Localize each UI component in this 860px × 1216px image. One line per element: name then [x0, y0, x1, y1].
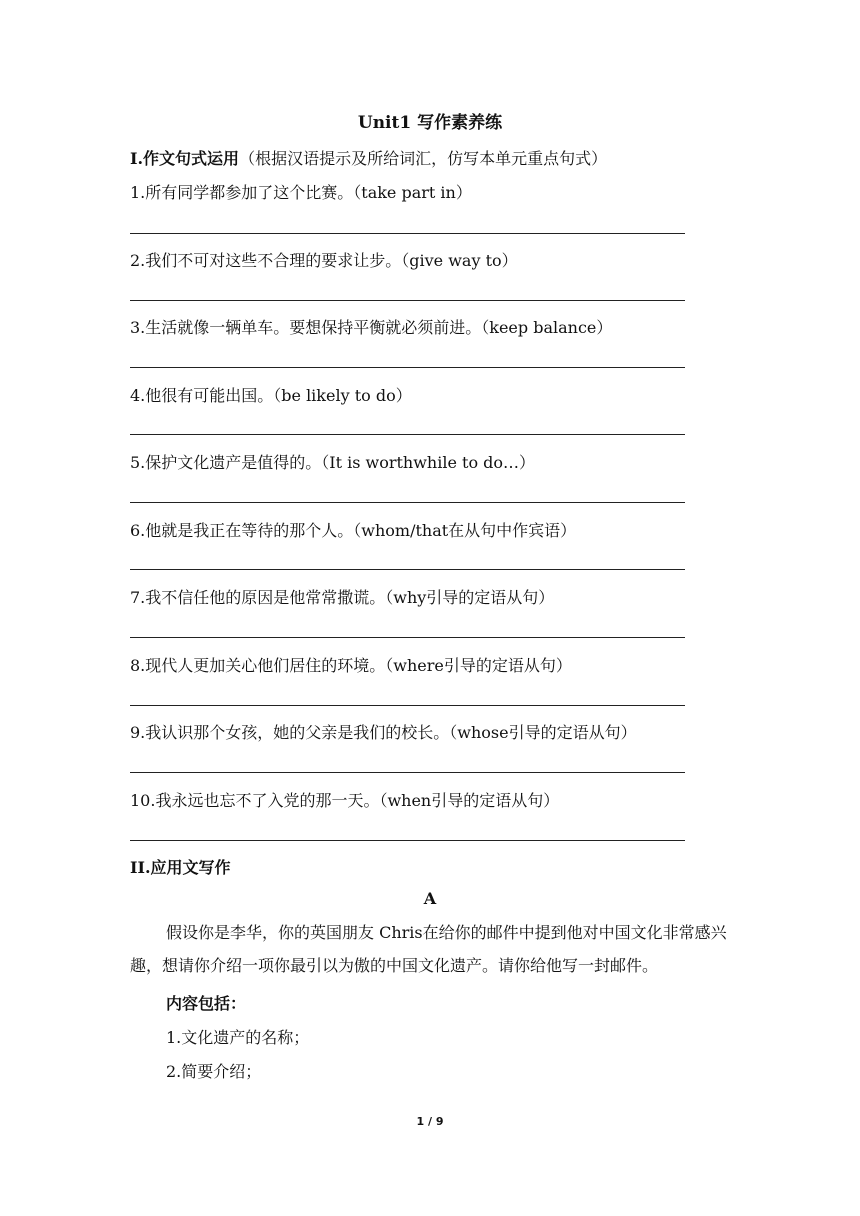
- answer-line-10[interactable]: [130, 840, 685, 841]
- page-title: Unit1 写作素养练: [357, 113, 503, 133]
- section-1-instruction: （根据汉语提示及所给词汇，仿写本单元重点句式）: [239, 149, 608, 168]
- section-1-heading: I.作文句式运用: [130, 149, 240, 168]
- question-10: 10.我永远也忘不了入党的那一天。（when引导的定语从句）: [130, 791, 560, 810]
- question-4: 4.他很有可能出国。（be likely to do）: [130, 386, 412, 405]
- question-7: 7.我不信任他的原因是他常常撒谎。（why引导的定语从句）: [130, 588, 555, 607]
- answer-line-9[interactable]: [130, 772, 685, 773]
- page-number: 1 / 9: [416, 1115, 444, 1128]
- question-8: 8.现代人更加关心他们居住的环境。（where引导的定语从句）: [130, 656, 572, 675]
- answer-line-2[interactable]: [130, 300, 685, 301]
- content-item-1: 1.文化遗产的名称；: [166, 1028, 310, 1047]
- writing-prompt-paragraph: 假设你是李华，你的英国朋友 Chris在给你的邮件中提到他对中国文化非常感兴趣，想请你介绍一项你最引以为傲的中国文化遗产。请你给他写一封邮件。: [130, 923, 727, 975]
- answer-line-1[interactable]: [130, 233, 685, 234]
- question-9: 9.我认识那个女孩，她的父亲是我们的校长。（whose引导的定语从句）: [130, 723, 637, 742]
- answer-line-4[interactable]: [130, 434, 685, 435]
- part-a-label: A: [423, 889, 437, 908]
- question-3: 3.生活就像一辆单车。要想保持平衡就必须前进。（keep balance）: [130, 318, 613, 337]
- answer-line-7[interactable]: [130, 637, 685, 638]
- question-2: 2.我们不可对这些不合理的要求让步。（give way to）: [130, 251, 518, 270]
- answer-line-3[interactable]: [130, 367, 685, 368]
- section-1-heading-row: [130, 146, 607, 169]
- content-heading: 内容包括：: [166, 994, 247, 1013]
- question-5: 5.保护文化遗产是值得的。（It is worthwhile to do…）: [130, 453, 536, 472]
- answer-line-5[interactable]: [130, 502, 685, 503]
- section-2-heading-row: [130, 855, 231, 878]
- content-item-2: 2.简要介绍；: [166, 1062, 262, 1081]
- answer-line-6[interactable]: [130, 569, 685, 570]
- question-1: 1.所有同学都参加了这个比赛。（take part in）: [130, 183, 472, 202]
- question-6: 6.他就是我正在等待的那个人。（whom/that在从句中作宾语）: [130, 521, 577, 540]
- section-2-heading: II.应用文写作: [130, 858, 231, 877]
- answer-line-8[interactable]: [130, 705, 685, 706]
